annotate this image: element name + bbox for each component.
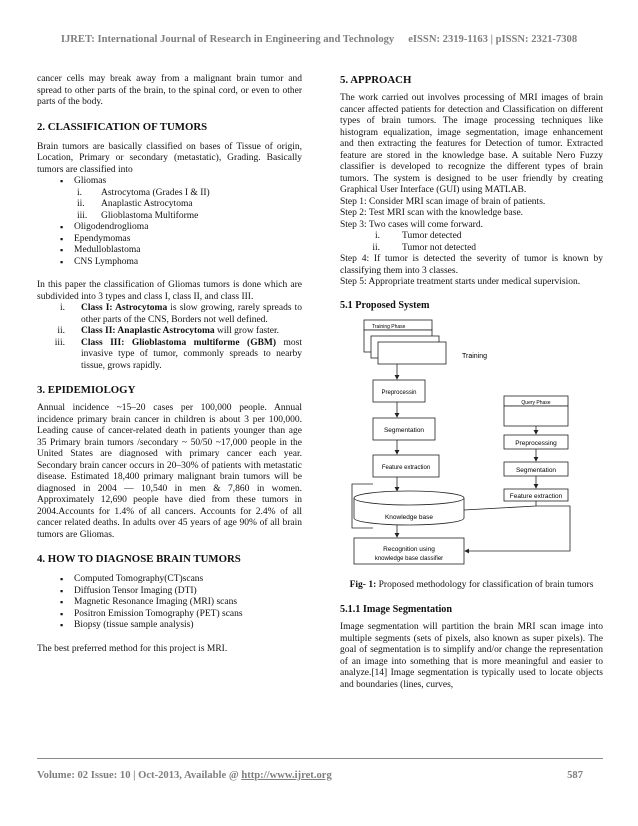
section-5-1-heading: 5.1 Proposed System <box>340 299 430 311</box>
training-image-3 <box>378 342 446 364</box>
footer-volume-info: Volume: 02 Issue: 10 | Oct-2013, Available @ <box>37 770 242 781</box>
list-item: ▪ Positron Emission Tomography (PET) scans <box>37 609 302 621</box>
left-column <box>37 74 302 655</box>
query-to-recognition-line <box>465 501 570 551</box>
query-phase-label: Query Phase <box>521 399 551 406</box>
list-item: ▪ CNS Lymphoma <box>37 257 302 269</box>
journal-link[interactable]: http://www.ijret.org <box>241 770 332 781</box>
flow-diagram <box>340 318 603 580</box>
list-item: i. Class I: Astrocytoma is slow growing, rarely spreads to other parts of the CNS, Borders not well defined. <box>59 303 303 325</box>
segmentation-label: Segmentation <box>383 426 425 434</box>
list-item: ▪ Ependymomas <box>37 234 302 246</box>
proposed-system-diagram <box>340 318 603 580</box>
list-item: ▪ Gliomas <box>37 176 302 188</box>
right-column <box>340 74 603 691</box>
section-5-heading: 5. APPROACH <box>340 74 412 86</box>
glioma-subtypes <box>37 188 302 223</box>
section-4-heading: 4. HOW TO DIAGNOSE BRAIN TUMORS <box>37 553 241 565</box>
step-4: Step 4: If tumor is detected the severity of tumor is known by classifying them into 3 classes. <box>340 254 603 276</box>
section-3-heading: 3. EPIDEMIOLOGY <box>37 384 136 396</box>
feature-extraction-label: Feature extraction <box>381 464 431 471</box>
step-3: Step 3: Two cases will come forward. <box>340 219 483 230</box>
running-header <box>0 34 638 45</box>
page-number: 587 <box>567 770 583 781</box>
list-item: ▪ Oligodendroglioma <box>37 222 302 234</box>
list-item: iii. Glioblastoma Multiforme <box>77 210 199 221</box>
gliomas-classes-paragraph: In this paper the classification of Gliomas tumors is done which are subdivided into 3 types and class I, class II, and class III. <box>37 280 302 302</box>
list-item: ▪ Biopsy (tissue sample analysis) <box>37 620 302 632</box>
section-2-heading: 2. CLASSIFICATION OF TUMORS <box>37 120 208 133</box>
class-list <box>37 303 302 372</box>
cases-list <box>340 231 603 254</box>
recognition-label-line2: knowledge base classifier <box>374 555 444 562</box>
preferred-method-text: The best preferred method for this project is MRI. <box>37 643 228 654</box>
intro-paragraph: cancer cells may break away from a malignant brain tumor and spread to other parts of the brain, to the spinal cord, or even to other parts of the body. <box>37 74 302 107</box>
list-item: iii. Class III: Glioblastoma multiforme (GBM) most invasive type of tumor, commonly spreads to nearby tissue, grows rapidly. <box>54 337 302 371</box>
list-item: ▪ Magnetic Resonance Imaging (MRI) scans <box>37 597 302 609</box>
knowledge-base-label: Knowledge base <box>384 513 434 521</box>
step-2: Step 2: Test MRI scan with the knowledge base. <box>340 208 524 218</box>
section-5-1-1-heading: 5.1.1 Image Segmentation <box>340 604 453 615</box>
epidemiology-paragraph: Annual incidence ~15–20 cases per 100,000 people. Annual incidence primary brain cancer in children is about 3 per 100,000. Leading cause of cancer-related death in patients younger than age 35 Primary brain tumors /secondary ~ 50/50 ~17,000 people in the United States are diagnosed with primary cancer each year. Secondary brain cancer occurs in 20–30% of patients with metastatic disease. Estimated 18,400 primary malignant brain tumors will be diagnosed in 2004 — 10,540 in men & 7,860 in women. Approximately 12,690 people have died from these tumors in 2004.Accounts for 1.4% of all cancers. Accounts for 2.4% of all cancer related deaths. In adults over 45 years of age 90% of all brain tumors are Gliomas. <box>37 403 302 540</box>
training-label: Training <box>462 352 488 360</box>
issn-info: eISSN: 2319-1163 | pISSN: 2321-7308 <box>408 34 578 45</box>
list-item: i. Astrocytoma (Grades I & II) <box>77 187 210 198</box>
list-item: ii. Anaplastic Astrocytoma <box>77 199 193 209</box>
other-tumor-list <box>37 222 302 268</box>
list-item: ▪ Medulloblastoma <box>37 245 302 257</box>
recognition-label-line1: Recognition using <box>383 545 435 553</box>
journal-name: IJRET: International Journal of Research in Engineering and Technology <box>60 34 395 45</box>
approach-paragraph: The work carried out involves processing of MRI images of brain cancer affected patients for detection and Classification on different types of brain tumors. The image processing techniques like histogram equalization, image segmentation, image enhancement and then extracting the features for Detection of tumor. Extracted feature are stored in the knowledge base. A suitable Nero Fuzzy classifier is developed to recognize the different types of brain tumors. The system is designed to be user friendly by creating Graphical User Interface (GUI) using MATLAB. <box>340 93 603 195</box>
figure-label: Fig- 1: <box>349 579 377 590</box>
query-preprocessing-label: Preprocessing <box>515 439 557 447</box>
page-footer <box>37 770 603 781</box>
query-image-box <box>504 406 568 426</box>
step-5: Step 5: Appropriate treatment starts under medical supervision. <box>340 277 581 287</box>
query-feature-label: Feature extraction <box>509 492 563 500</box>
list-item: ii. Class II: Anaplastic Astrocytoma will grow faster. <box>57 326 280 336</box>
knowledge-link-line <box>464 506 536 510</box>
steps-list <box>340 197 603 232</box>
list-item: ii. Tumor not detected <box>372 242 477 253</box>
classification-paragraph: Brain tumors are basically classified on bases of Tissue of origin, Location, Primary or secondary (metastatic), Grading. Basically tumors are classified into <box>37 141 302 175</box>
training-phase-label: Training Phase <box>372 323 406 330</box>
preprocessing-label: Preprocessin <box>381 389 417 396</box>
tumor-type-list <box>37 176 302 188</box>
list-item: ▪ Diffusion Tensor Imaging (DTI) <box>37 586 302 598</box>
list-item: ▪ Computed Tomography(CT)scans <box>37 574 302 586</box>
figure-caption <box>340 580 603 592</box>
query-segmentation-label: Segmentation <box>515 466 557 474</box>
footer-divider <box>37 758 603 759</box>
step-1: Step 1: Consider MRI scan image of brain of patients. <box>340 196 546 207</box>
segmentation-paragraph: Image segmentation will partition the brain MRI scan image into multiple segments (sets of pixels, also known as super pixels). The goal of segmentation is to simplify and/or change the representation of an image into something that is more meaningful and easier to analyze.[14] Image segmentation is typically used to locate objects and boundaries (lines, curves, <box>340 622 603 690</box>
diagnosis-list <box>37 574 302 632</box>
list-item: i. Tumor detected <box>374 231 462 241</box>
figure-text: Proposed methodology for classification of brain tumors <box>376 579 594 590</box>
